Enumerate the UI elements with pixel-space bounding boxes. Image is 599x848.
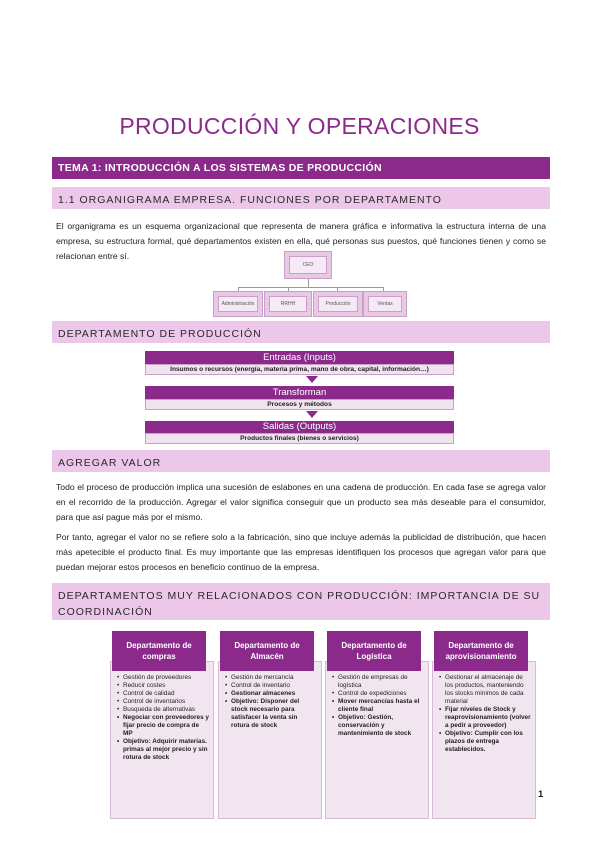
org-node-ventas bbox=[363, 291, 407, 317]
org-connector bbox=[238, 287, 383, 288]
department-card-compras bbox=[110, 661, 214, 819]
page-title: PRODUCCIÓN Y OPERACIONES bbox=[119, 113, 480, 139]
list-item: • Control de inventarios bbox=[117, 698, 209, 706]
department-title-almacen: Departamento de Almacén bbox=[220, 631, 314, 671]
department-title-logistica: Departamento de Logística bbox=[327, 631, 421, 671]
section-heading-departamentos: DEPARTAMENTOS MUY RELACIONADOS CON PRODUCCIÓN: IMPORTANCIA DE SU COORDINACIÓN bbox=[52, 583, 550, 620]
section-heading-agregar-valor: AGREGAR VALOR bbox=[52, 450, 550, 472]
list-item: • Fijar niveles de Stock y reaprovisionamiento (volver a pedir a proveedor) bbox=[439, 706, 531, 730]
list-item: • Objetivo: Gestión, conservación y mantenimiento de stock bbox=[332, 714, 424, 738]
agregar-valor-paragraph-2: Por tanto, agregar el valor no se refiere solo a la fabricación, sino que incluye además la publicidad de distribución, que hacen más apetecible el producto final. Es muy importante que las empresas identifiquen los procesos que agregan valor para que puedan mejorar estos procesos en beneficio continuo de la empresa. bbox=[56, 532, 546, 572]
section-heading-organigrama: 1.1 ORGANIGRAMA EMPRESA. FUNCIONES POR DEPARTAMENTO bbox=[52, 187, 550, 209]
list-item: • Control de inventario bbox=[225, 682, 317, 690]
list-item: • Control de calidad bbox=[117, 690, 209, 698]
list-item: • Negociar con proveedores y fijar precio de compra de MP bbox=[117, 714, 209, 738]
flow-inputs-detail: Insumos o recursos (energía, materia prima, mano de obra, capital, información…) bbox=[145, 364, 454, 375]
org-node-label: Producción bbox=[318, 296, 358, 312]
agregar-valor-paragraph-1: Todo el proceso de producción implica una sucesión de eslabones en una cadena de producción. En cada fase se agrega valor en el recorrido de la producción. Agregar el valor significa conseguir que un producto sea más deseable para el consumidor, para que así pague más por el mismo. bbox=[56, 482, 546, 522]
flow-outputs-detail: Productos finales (bienes o servicios) bbox=[145, 433, 454, 444]
arrow-down-icon bbox=[306, 411, 318, 418]
flow-inputs-header: Entradas (Inputs) bbox=[145, 351, 454, 364]
org-node-label: RRHH bbox=[269, 296, 307, 312]
page-number: 1 bbox=[538, 789, 544, 800]
organigrama-paragraph: El organigrama es un esquema organizacional que representa de manera gráfica e informativa la estructura interna de una empresa, su estructura formal, qué departamentos existen en ella, qué personas sus puestos, qué funciones tienen y como se relacionan entre sí. bbox=[56, 221, 546, 261]
list-item: • Objetivo: Adquirir materias. primas al mejor precio y sin rotura de stock bbox=[117, 738, 209, 762]
org-node-rrhh bbox=[264, 291, 312, 317]
org-node-ceo-label: CEO bbox=[289, 256, 327, 274]
department-card-almacen bbox=[218, 661, 322, 819]
list-item: • Gestión de proveedores bbox=[117, 674, 209, 682]
department-title-compras: Departamento de compras bbox=[112, 631, 206, 671]
list-item: • Reducir costes bbox=[117, 682, 209, 690]
list-item: • Gestionar el almacenaje de los productos, manteniendo los stocks mínimos de cada material bbox=[439, 674, 531, 706]
org-node-administracion bbox=[213, 291, 263, 317]
department-card-aprovisionamiento bbox=[432, 661, 536, 819]
org-connector bbox=[308, 279, 309, 287]
list-item: • Mover mercancías hasta el cliente final bbox=[332, 698, 424, 714]
flow-transform-header: Transforman bbox=[145, 386, 454, 399]
list-item: • Objetivo: Cumplir con los plazos de entrega establecidos. bbox=[439, 730, 531, 754]
list-item: • Busqueda de alternativas bbox=[117, 706, 209, 714]
org-node-produccion bbox=[313, 291, 363, 317]
list-item: • Objetivo: Disponer del stock necesario para satisfacer la venta sin rotura de stock bbox=[225, 698, 317, 730]
list-item: • Gestión de mercancía bbox=[225, 674, 317, 682]
section-heading-produccion: DEPARTAMENTO DE PRODUCCIÓN bbox=[52, 321, 550, 343]
department-title-aprovisionamiento: Departamento de aprovisionamiento bbox=[434, 631, 528, 671]
arrow-down-icon bbox=[306, 376, 318, 383]
org-node-ceo bbox=[284, 251, 332, 279]
list-item: • Gestión de empresas de logística bbox=[332, 674, 424, 690]
flow-outputs-header: Salidas (Outputs) bbox=[145, 421, 454, 433]
list-item: • Control de expediciones bbox=[332, 690, 424, 698]
list-item: • Gestionar almacenes bbox=[225, 690, 317, 698]
org-node-label: Administración bbox=[218, 296, 258, 312]
flow-transform-detail: Procesos y métodos bbox=[145, 399, 454, 410]
tema-heading: TEMA 1: INTRODUCCIÓN A LOS SISTEMAS DE PRODUCCIÓN bbox=[52, 157, 550, 179]
department-card-logistica bbox=[325, 661, 429, 819]
org-node-label: Ventas bbox=[368, 296, 402, 312]
